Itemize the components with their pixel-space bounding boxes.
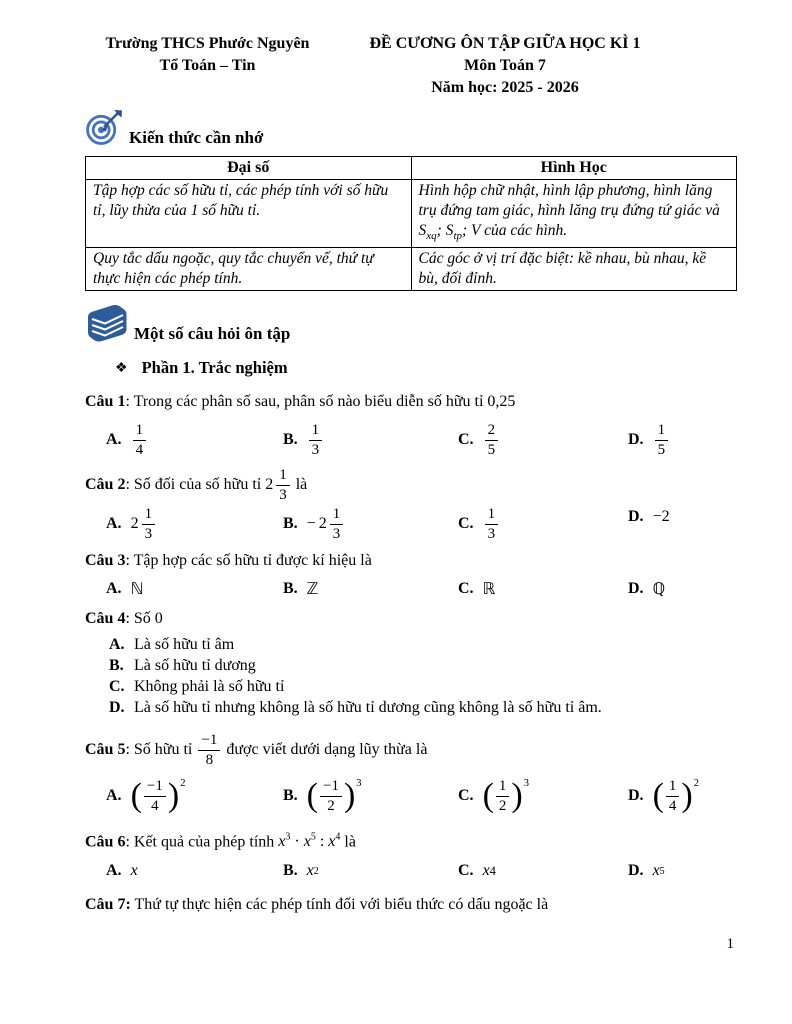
question-6-options	[85, 862, 737, 880]
power-of-fraction: ( $\frac{1}{2}$ ) 3	[482, 776, 529, 815]
table-row	[86, 180, 737, 248]
answer-option-b: B. − 2 $\frac{1}{3}$	[283, 506, 458, 542]
fraction: $\frac{2}{5}$	[485, 422, 499, 458]
answer-option-d: D. −2	[628, 508, 670, 526]
power-of-fraction: ( $\frac{-1}{4}$ ) 2	[130, 776, 186, 815]
fraction: $\frac{-1}{8}$	[198, 732, 220, 768]
fraction: $\frac{1}{5}$	[655, 422, 669, 458]
page-number: 1	[726, 936, 734, 952]
power-of-fraction: ( $\frac{1}{4}$ ) 2	[652, 776, 699, 815]
part1-heading	[85, 358, 737, 378]
option-text: Không phải là số hữu tỉ	[134, 678, 285, 696]
fraction: $\frac{1}{3}$	[309, 422, 323, 458]
question-1-options	[85, 422, 737, 458]
option-text: Là số hữu tỉ âm	[134, 636, 235, 654]
school-info	[85, 33, 330, 99]
question-4-options	[85, 634, 737, 718]
cell-geometry-2: Các góc ở vị trí đặc biệt: kề nhau, bù nhau, kề bù, đối đỉnh.	[411, 248, 737, 291]
knowledge-table	[85, 156, 737, 291]
question-2-options	[85, 506, 737, 542]
answer-option-b: B. Là số hữu tỉ dương	[109, 657, 256, 675]
question-text: : Tập hợp các số hữu tỉ được kí hiệu là	[125, 552, 372, 570]
answer-option-c: C. x 4	[458, 862, 496, 880]
question-label: Câu 5	[85, 741, 126, 759]
set-symbol: ℚ	[652, 581, 666, 599]
question-1	[85, 391, 737, 413]
question-label: Câu 3	[85, 552, 126, 570]
question-3	[85, 550, 737, 572]
question-4	[85, 608, 737, 630]
question-label: Câu 4	[85, 610, 126, 628]
table-row	[86, 248, 737, 291]
set-symbol: ℕ	[130, 581, 144, 599]
answer-option-c: C. ( $\frac{1}{2}$ ) 3	[458, 776, 529, 815]
question-text: : Trong các phân số sau, phân số nào biểu diễn số hữu tỉ 0,25	[125, 393, 516, 411]
mixed-number: 2 $\frac{1}{3}$	[131, 506, 158, 542]
question-label: Câu 1	[85, 393, 126, 411]
column-header-algebra: Đại số	[86, 157, 412, 180]
answer-option-a: A. $\frac{1}{4}$	[106, 422, 283, 458]
answer-option-a: A. ( $\frac{-1}{4}$ ) 2	[106, 776, 186, 815]
answer-option-b: B. $\frac{1}{3}$	[283, 422, 458, 458]
answer-option-c: C. $\frac{2}{5}$	[458, 422, 628, 458]
school-year-line: Năm học: 2025 - 2026	[431, 79, 579, 96]
question-text: : Số 0	[125, 610, 163, 628]
question-label: Câu 7:	[85, 896, 131, 914]
answer-option-d: D. Là số hữu tỉ nhưng không là số hữu tỉ dương cũng không là số hữu tỉ âm.	[109, 699, 602, 717]
question-2: Câu 2 : Số đối của số hữu tỉ 2 $\frac{1}{3}$ là	[85, 467, 308, 504]
answer-option-c: C. $\frac{1}{3}$	[458, 506, 628, 542]
mixed-number: − 2 $\frac{1}{3}$	[307, 506, 346, 542]
answer-option-a: A. ℕ	[106, 580, 144, 599]
document-header	[85, 33, 737, 99]
question-5: Câu 5 : Số hữu tỉ $\frac{-1}{8}$ được viết dưới dạng lũy thừa là	[85, 732, 428, 769]
department-name: Tổ Toán – Tin	[159, 57, 256, 74]
answer-option-d: D. ℚ	[628, 580, 666, 599]
column-header-geometry: Hình Học	[411, 157, 737, 180]
diamond-bullet-icon: ❖	[115, 360, 128, 376]
document-title: ĐỀ CƯƠNG ÔN TẬP GIỮA HỌC KÌ 1	[369, 35, 641, 52]
question-text: : Kết quả của phép tính	[125, 833, 275, 851]
answer-option-a: A. 2 $\frac{1}{3}$	[106, 506, 283, 542]
answer-option-b: B. ℤ	[283, 580, 319, 599]
answer-option-d: D. x 5	[628, 862, 665, 880]
answer-option-b: B. ( $\frac{-1}{2}$ ) 3	[283, 776, 362, 815]
knowledge-section-title: Kiến thức cần nhớ	[129, 128, 264, 147]
set-symbol: ℤ	[306, 581, 319, 599]
table-header-row	[86, 157, 737, 180]
target-icon	[85, 109, 123, 151]
option-value: x	[130, 862, 138, 880]
question-7	[85, 894, 737, 916]
answer-option-b: B. x 2	[283, 862, 319, 880]
question-label: Câu 2	[85, 476, 126, 494]
answer-option-a: A. Là số hữu tỉ âm	[109, 636, 235, 654]
question-6: Câu 6: Kết quả của phép tính $x^3 \cdot x^5$ : $x^4$ là	[85, 832, 356, 851]
answer-option-d: D. ( $\frac{1}{4}$ ) 2	[628, 776, 699, 815]
subject-line: Môn Toán 7	[464, 57, 546, 74]
question-3-options	[85, 579, 737, 599]
school-name: Trường THCS Phước Nguyên	[105, 35, 310, 52]
math-expression: $x^3 \cdot x^5$ : $x^4$	[278, 832, 341, 851]
question-5-options	[85, 778, 737, 814]
option-value: −2	[652, 508, 670, 526]
mixed-number: 2 $\frac{1}{3}$	[265, 467, 292, 503]
answer-option-c: C. Không phải là số hữu tỉ	[109, 678, 285, 696]
question-text: Thứ tự thực hiện các phép tính đối với biểu thức có dấu ngoặc là	[130, 896, 549, 914]
cell-algebra-1: Tập hợp các số hữu tỉ, các phép tính với số hữu tỉ, lũy thừa của 1 số hữu tỉ.	[86, 180, 412, 248]
option-value: x	[306, 862, 314, 880]
knowledge-section-heading	[85, 109, 737, 151]
option-text: Là số hữu tỉ nhưng không là số hữu tỉ dương cũng không là số hữu tỉ âm.	[134, 699, 602, 717]
review-section-title: Một số câu hỏi ôn tập	[134, 324, 291, 344]
fraction: $\frac{1}{4}$	[133, 422, 147, 458]
answer-option-a: A. x	[106, 862, 138, 880]
option-text: Là số hữu tỉ dương	[134, 657, 256, 675]
question-text: : Số hữu tỉ	[125, 741, 193, 759]
question-text: : Số đối của số hữu tỉ	[125, 476, 262, 494]
review-section-heading	[85, 304, 737, 347]
power-of-fraction: ( $\frac{-1}{2}$ ) 3	[306, 776, 362, 815]
cell-geometry-1: Hình hộp chữ nhật, hình lập phương, hình lăng trụ đứng tam giác, hình lăng trụ đứng tứ giác và $S_{xq}$; $S_{tp}$; V của các hình.	[411, 180, 737, 248]
option-value: x	[482, 862, 490, 880]
title-block	[330, 33, 680, 99]
part1-title: Phần 1. Trắc nghiệm	[141, 358, 288, 378]
question-label: Câu 6	[85, 833, 126, 851]
set-symbol: ℝ	[482, 581, 496, 599]
cell-algebra-2: Quy tắc dấu ngoặc, quy tắc chuyển vế, thứ tự thực hiện các phép tính.	[86, 248, 412, 291]
books-icon	[85, 304, 128, 347]
fraction: $\frac{1}{3}$	[485, 506, 499, 542]
option-value: x	[652, 862, 660, 880]
answer-option-d: D. $\frac{1}{5}$	[628, 422, 737, 458]
answer-option-c: C. ℝ	[458, 580, 496, 599]
